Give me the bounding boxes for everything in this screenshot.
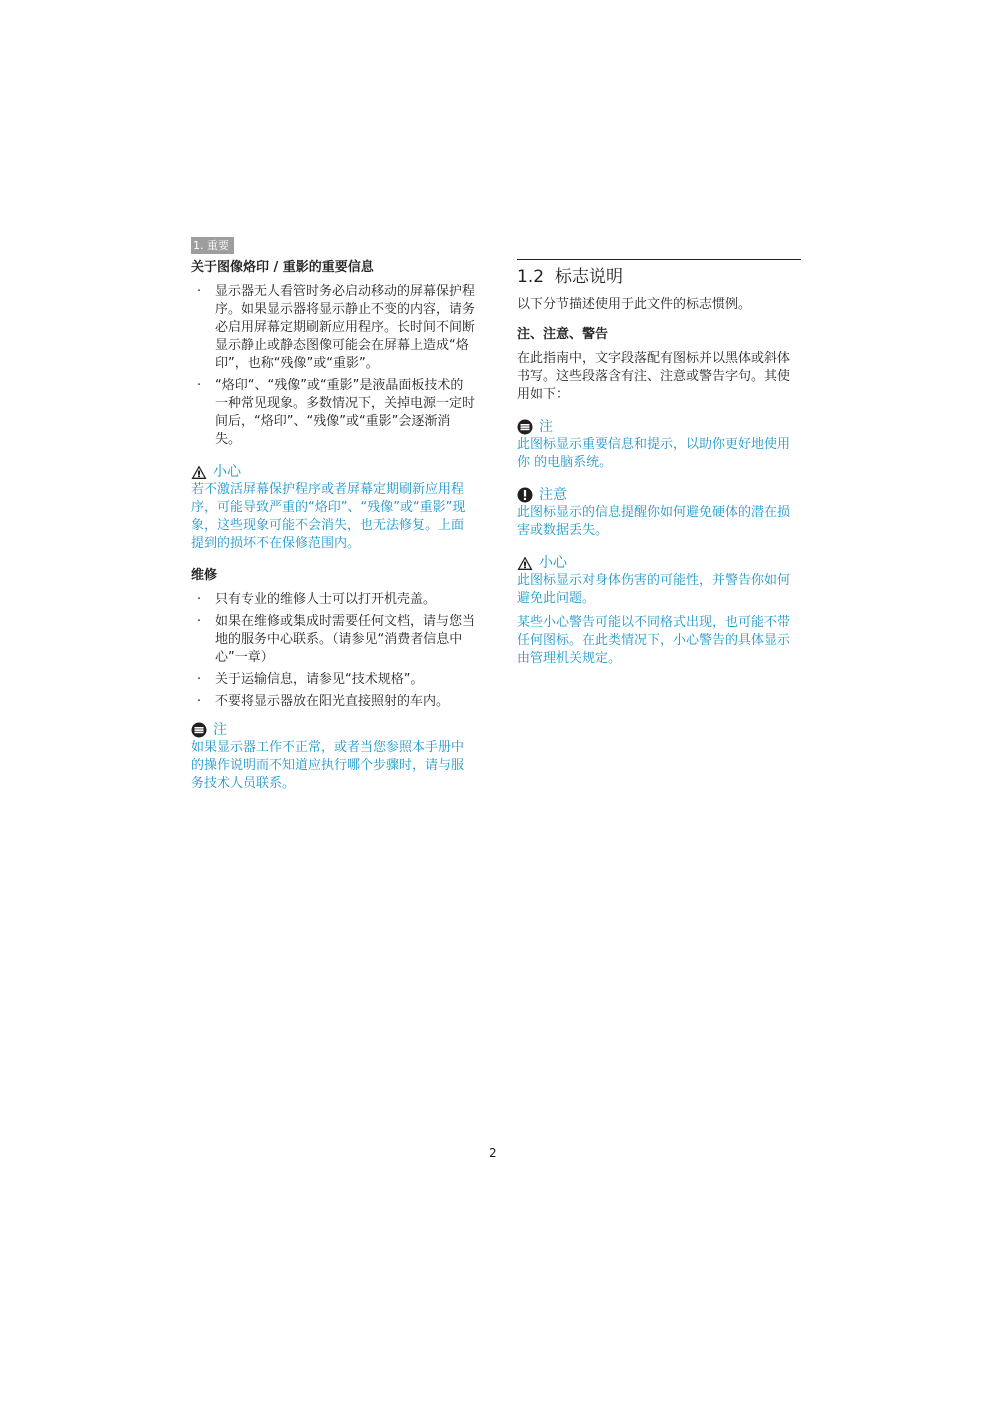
left-column bbox=[191, 259, 476, 793]
caution-text-extra: 某些小心警告可能以不同格式出现，也可能不带任何图标。在此类情况下，小心警告的具体显示由管理机关规定。 bbox=[517, 615, 791, 666]
section-title bbox=[517, 259, 801, 288]
section-title-text: 标志说明 bbox=[555, 267, 623, 287]
note-label: 注 bbox=[539, 419, 553, 435]
chapter-tag: 1. 重要 bbox=[191, 237, 234, 254]
list-item: · 显示器无人看管时务必启动移动的屏幕保护程序。如果显示器将显示静止不变的内容，请务必启用屏幕定期刷新应用程序。长时间不间断显示静止或静态图像可能会在屏幕上造成“烙印”，也称“残像”或“重影”。 bbox=[191, 283, 476, 373]
note-icon bbox=[517, 419, 533, 435]
caution-icon bbox=[517, 556, 533, 571]
caution-text: 若不激活屏幕保护程序或者屏幕定期刷新应用程序，可能导致严重的“烙印”、“残像”或“重影”现象，这些现象可能不会消失，也无法修复。上面提到的损坏不在保修范围内。 bbox=[191, 482, 466, 551]
note-text: 此图标显示重要信息和提示，以助你更好地使用你 的电脑系统。 bbox=[517, 437, 791, 470]
caution-icon bbox=[191, 465, 207, 480]
list-item: · “烙印“、“残像”或“重影”是液晶面板技术的一种常见现象。多数情况下，关掉电源一定时间后，“烙印”、“残像”或“重影”会逐渐消失。 bbox=[191, 377, 476, 449]
image-retention-heading: 关于图像烙印 / 重影的重要信息 bbox=[191, 260, 374, 275]
note-icon bbox=[191, 722, 207, 738]
list-item: · 只有专业的维修人士可以打开机壳盖。 bbox=[191, 591, 476, 609]
list-item: · 如果在维修或集成时需要任何文档，请与您当地的服务中心联系。（请参见“消费者信息中心”一章） bbox=[191, 613, 476, 667]
caution-label: 小心 bbox=[213, 464, 241, 480]
caution-heading bbox=[517, 554, 801, 572]
note-text: 如果显示器工作不正常，或者当您参照本手册中的操作说明而不知道应执行哪个步骤时，请与服务技术人员联系。 bbox=[191, 740, 465, 791]
page-number: 2 bbox=[489, 1146, 497, 1160]
subheading: 注、注意、警告 bbox=[517, 327, 609, 342]
attention-heading bbox=[517, 486, 801, 504]
attention-label: 注意 bbox=[539, 487, 567, 503]
note-heading bbox=[517, 418, 801, 436]
maintenance-heading: 维修 bbox=[191, 568, 218, 583]
right-column bbox=[517, 259, 801, 668]
attention-icon bbox=[517, 487, 533, 503]
caution-heading bbox=[191, 463, 476, 481]
note-label: 注 bbox=[213, 722, 227, 738]
image-retention-list bbox=[191, 283, 476, 449]
description-text: 在此指南中，文字段落配有图标并以黑体或斜体书写。这些段落含有注、注意或警告字句。其使用如下： bbox=[517, 351, 791, 402]
caution-label: 小心 bbox=[539, 555, 567, 571]
caution-text: 此图标显示对身体伤害的可能性，并警告你如何避免此问题。 bbox=[517, 573, 791, 606]
attention-text: 此图标显示的信息提醒你如何避免硬体的潜在损害或数据丢失。 bbox=[517, 505, 791, 538]
list-item: · 关于运输信息，请参见“技术规格”。 bbox=[191, 671, 476, 689]
intro-text: 以下分节描述使用于此文件的标志惯例。 bbox=[517, 297, 752, 312]
maintenance-list bbox=[191, 591, 476, 711]
section-number: 1.2 bbox=[517, 267, 545, 287]
list-item: · 不要将显示器放在阳光直接照射的车内。 bbox=[191, 693, 476, 711]
note-heading bbox=[191, 721, 476, 739]
